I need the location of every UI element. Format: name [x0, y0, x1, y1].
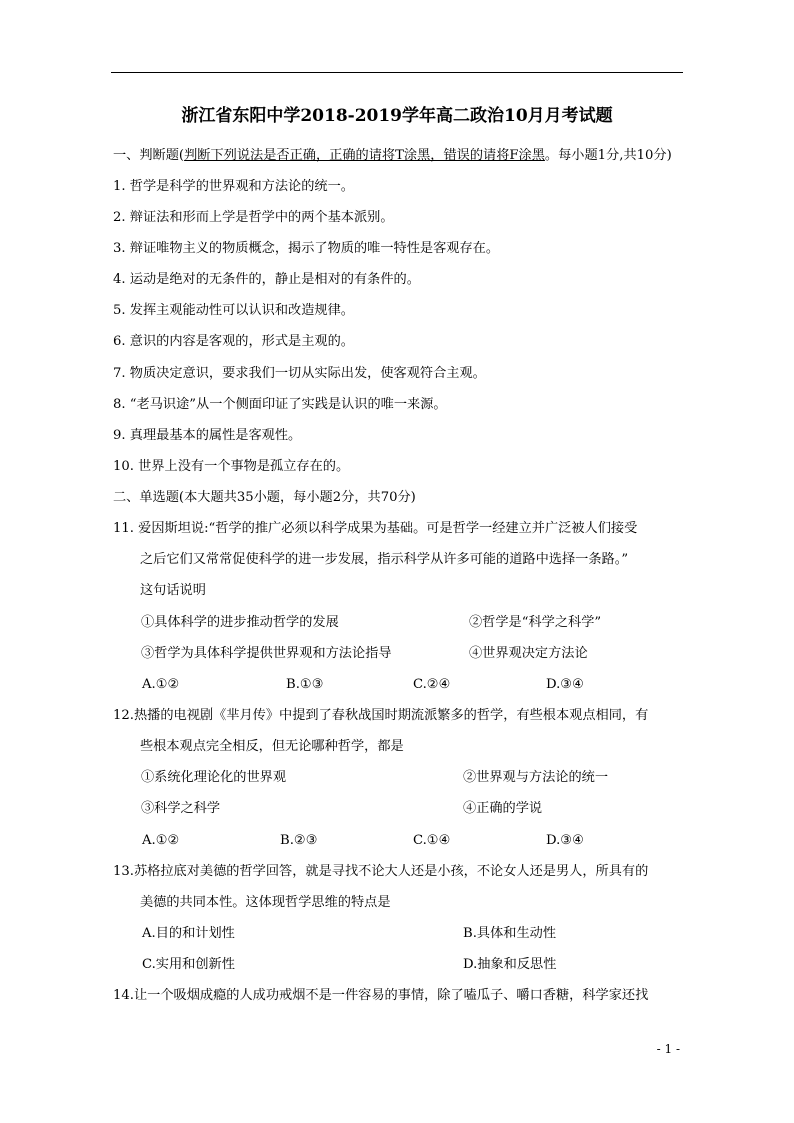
question-12-statement-2: ②世界观与方法论的统一 — [463, 770, 609, 785]
question-13-option-d: D.抽象和反思性 — [463, 957, 557, 972]
question-12-stem-line2: 些根本观点完全相反，但无论哪种哲学，都是 — [140, 739, 404, 754]
question-11-statement-1: ①具体科学的进步推动哲学的发展 — [141, 615, 339, 630]
page-number: - 1 - — [656, 1042, 680, 1056]
question-11-stem-line1: 11. 爱因斯坦说:“哲学的推广必须以科学成果为基础。可是哲学一经建立并广泛被人们接受 — [113, 521, 638, 536]
section-heading-single-choice: 二、单选题(本大题共35小题，每小题2分，共70分) — [113, 490, 416, 505]
question-12-option-d: D.③④ — [546, 833, 584, 848]
question-12-statement-1: ①系统化理论化的世界观 — [141, 770, 287, 785]
question-11-option-a: A.①② — [142, 677, 180, 692]
judgment-item-7: 7. 物质决定意识，要求我们一切从实际出发，使客观符合主观。 — [113, 366, 486, 381]
section-heading-judgment — [113, 146, 672, 166]
question-13-option-a: A.目的和计划性 — [142, 926, 235, 941]
question-13-stem-line1: 13.苏格拉底对美德的哲学回答，就是寻找不论大人还是小孩，不论女人还是男人，所具有的 — [113, 864, 649, 879]
question-12-option-c: C.①④ — [413, 833, 451, 848]
question-12-option-b: B.②③ — [280, 833, 318, 848]
judgment-item-9: 9. 真理最基本的属性是客观性。 — [113, 428, 302, 443]
judgment-item-2: 2. 辩证法和形而上学是哲学中的两个基本派别。 — [113, 210, 394, 225]
question-12-statement-4: ④正确的学说 — [463, 801, 543, 816]
judgment-item-8: 8. “老马识途”从一个侧面印证了实践是认识的唯一来源。 — [113, 397, 447, 412]
question-11-option-d: D.③④ — [546, 677, 584, 692]
question-13-stem-line2: 美德的共同本性。这体现哲学思维的特点是 — [140, 895, 391, 910]
page-title: 浙江省东阳中学2018-2019学年高二政治10月月考试题 — [181, 106, 613, 126]
question-12-option-a: A.①② — [142, 833, 180, 848]
judgment-item-1: 1. 哲学是科学的世界观和方法论的统一。 — [113, 179, 354, 194]
question-11-option-c: C.②④ — [413, 677, 451, 692]
judgment-item-6: 6. 意识的内容是客观的，形式是主观的。 — [113, 334, 354, 349]
question-12-stem-line1: 12.热播的电视剧《芈月传》中提到了春秋战国时期流派繁多的哲学，有些根本观点相同，有 — [113, 708, 649, 723]
section-heading-suffix: 。每小题1分,共10分) — [544, 148, 672, 163]
question-11-stem-line2: 之后它们又常常促使科学的进一步发展，指示科学从许多可能的道路中选择一条路。” — [140, 552, 629, 567]
judgment-item-3: 3. 辩证唯物主义的物质概念，揭示了物质的唯一特性是客观存在。 — [113, 241, 500, 256]
question-11-statement-3: ③哲学为具体科学提供世界观和方法论指导 — [141, 646, 392, 661]
question-13-option-c: C.实用和创新性 — [142, 957, 235, 972]
judgment-item-5: 5. 发挥主观能动性可以认识和改造规律。 — [113, 303, 354, 318]
section-heading-instruction: 判断下列说法是否正确，正确的请将T涂黑，错误的请将F涂黑 — [184, 148, 545, 163]
section-heading-prefix: 一、判断题( — [113, 148, 185, 163]
question-11-statement-4: ④世界观决定方法论 — [469, 646, 588, 661]
question-13-option-b: B.具体和生动性 — [463, 926, 557, 941]
question-14-stem-line1: 14.让一个吸烟成瘾的人成功戒烟不是一件容易的事情，除了嗑瓜子、嚼口香糖，科学家还找 — [113, 988, 649, 1003]
question-11-statement-2: ②哲学是“科学之科学” — [469, 615, 602, 630]
judgment-item-10: 10. 世界上没有一个事物是孤立存在的。 — [113, 459, 350, 474]
judgment-item-4: 4. 运动是绝对的无条件的，静止是相对的有条件的。 — [113, 272, 420, 287]
question-11-stem-line3: 这句话说明 — [140, 583, 206, 598]
header-rule — [111, 72, 683, 73]
question-12-statement-3: ③科学之科学 — [141, 801, 221, 816]
question-11-option-b: B.①③ — [286, 677, 324, 692]
